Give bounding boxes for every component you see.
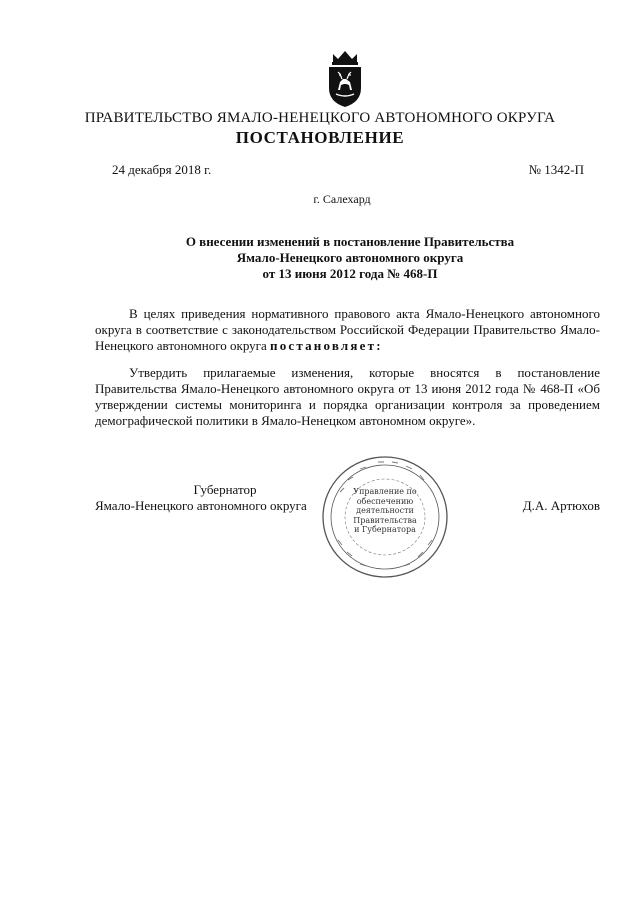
resolution-paragraph: Утвердить прилагаемые изменения, которые вносятся в постановление Правительства Ямало-Ненецкого автономного округа от 13 июня 2012 года № 468-П «Об утверждении системы мониторинга и порядка организации контроля за проведением демографической политики в Ямало-Ненецком автономном округе». bbox=[95, 365, 600, 428]
document-number: № 1342-П bbox=[528, 162, 584, 177]
seal-text bbox=[350, 487, 420, 535]
seal-line: деятельности bbox=[356, 506, 414, 515]
subject-line: Ямало-Ненецкого автономного округа bbox=[236, 250, 464, 265]
preamble-text: В целях приведения нормативного правового акта Ямало-Ненецкого автономного округа в соответствие с законодательством Российской Федерации Правительство Ямало-Ненецкого автономного округа bbox=[95, 306, 600, 353]
preamble-paragraph bbox=[95, 306, 600, 354]
resolves-keyword: постановляет: bbox=[270, 338, 383, 353]
seal-line: Правительства bbox=[353, 515, 417, 525]
signatory-organization: Ямало-Ненецкого автономного округа bbox=[95, 498, 307, 513]
coat-of-arms-icon bbox=[324, 48, 366, 110]
subject-line: О внесении изменений в постановление Правительства bbox=[185, 234, 515, 249]
government-title: ПРАВИТЕЛЬСТВО ЯМАЛО-НЕНЕЦКОГО АВТОНОМНОГО ОКРУГА bbox=[84, 110, 556, 126]
seal-line: обеспечению bbox=[356, 496, 414, 506]
seal-line: Управление по bbox=[353, 487, 417, 496]
document-date: 24 декабря 2018 г. bbox=[112, 162, 212, 177]
subject-line: от 13 июня 2012 года № 468-П bbox=[262, 266, 438, 281]
seal-line: и Губернатора bbox=[354, 525, 416, 534]
document-type-title: ПОСТАНОВЛЕНИЕ bbox=[235, 128, 405, 147]
document-subject bbox=[100, 234, 600, 282]
signatory-title: Губернатор bbox=[193, 482, 257, 497]
signatory-name: Д.А. Артюхов bbox=[522, 498, 600, 513]
document-city: г. Салехард bbox=[313, 192, 371, 206]
